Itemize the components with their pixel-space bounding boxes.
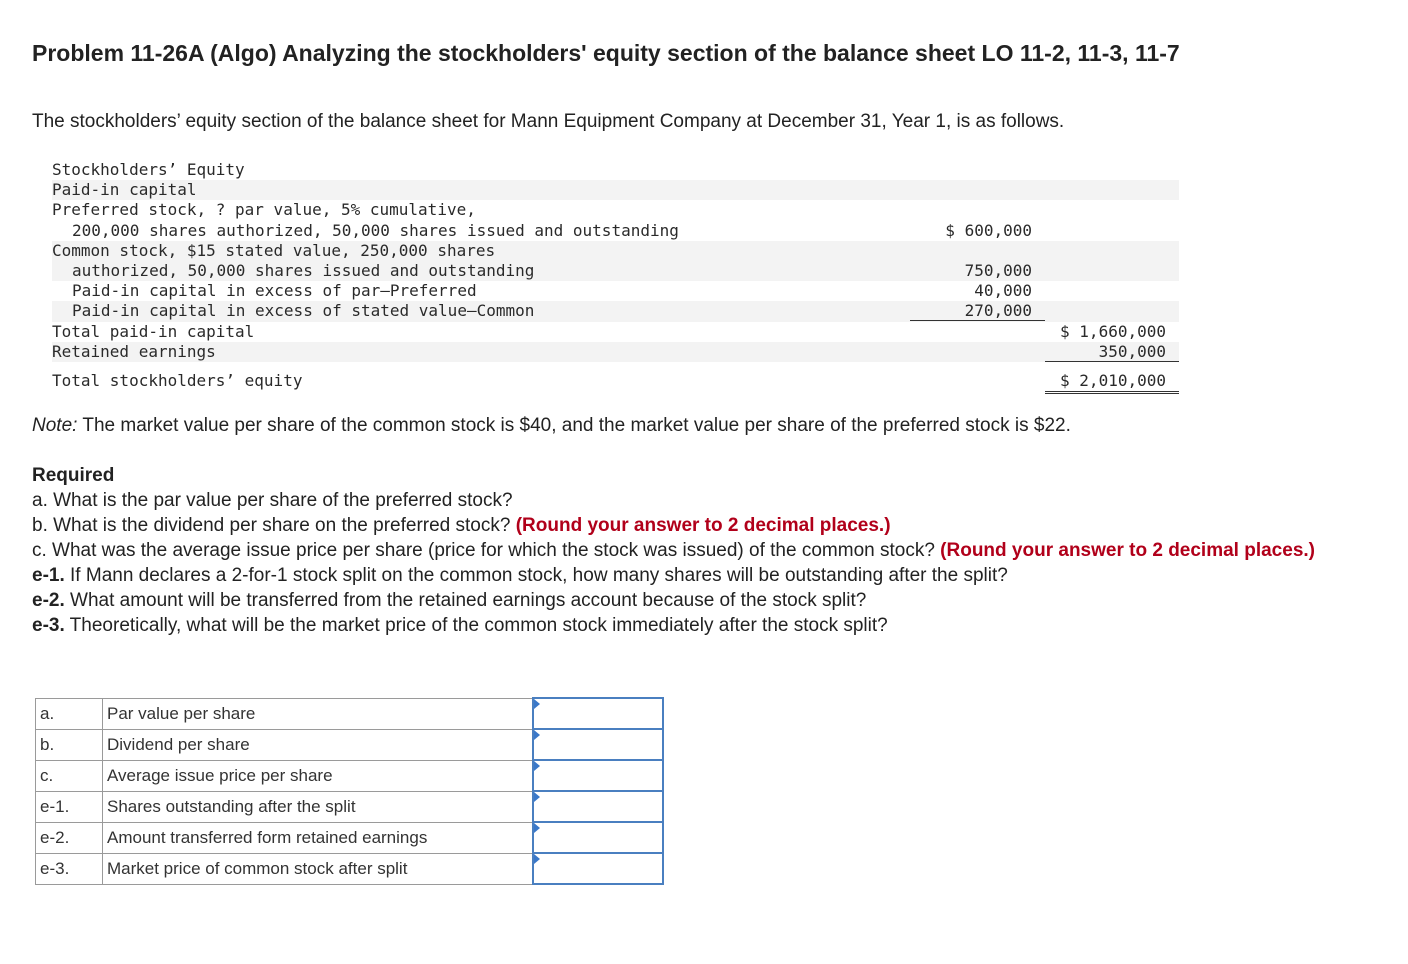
question-key: e-2.: [32, 590, 65, 611]
table-row: [36, 729, 664, 760]
note-text: The market value per share of the common stock is $40, and the market value per share of the preferred stock is $22.: [77, 415, 1071, 436]
required-heading: Required: [32, 465, 115, 486]
required-section: [32, 463, 1372, 638]
answer-cell: [533, 822, 663, 853]
answer-c-input[interactable]: [534, 761, 662, 790]
bs-row: [52, 281, 1179, 301]
answer-table: [35, 697, 664, 885]
double-underline: [1045, 391, 1179, 394]
question-e3-text: Theoretically, what will be the market price of the common stock immediately after the stock split?: [64, 615, 888, 636]
bs-row: [52, 180, 1179, 200]
answer-cell: [533, 791, 663, 822]
answer-cell: [533, 760, 663, 791]
answer-e1-input[interactable]: [534, 792, 662, 821]
bs-amount: $ 600,000: [945, 220, 1032, 240]
answer-description: Market price of common stock after split: [103, 853, 534, 884]
answer-a-input[interactable]: [534, 699, 662, 728]
input-marker-icon: [534, 854, 540, 864]
bs-row: [52, 362, 1179, 388]
bs-label: Total stockholders’ equity: [52, 370, 303, 390]
bs-amount: 40,000: [974, 281, 1032, 301]
bs-row: [52, 301, 1179, 321]
input-marker-icon: [534, 761, 540, 771]
question-e2: [32, 588, 1372, 613]
answer-key: a.: [36, 698, 103, 729]
table-row: [36, 853, 664, 884]
table-row: [36, 791, 664, 822]
bs-row: [52, 342, 1179, 362]
rounding-note: (Round your answer to 2 decimal places.): [515, 515, 891, 536]
question-c: [32, 538, 1372, 563]
input-marker-icon: [534, 823, 540, 833]
answer-key: c.: [36, 760, 103, 791]
question-e1-text: If Mann declares a 2-for-1 stock split on the common stock, how many shares will be outstanding after the split?: [64, 565, 1008, 586]
answer-e2-input[interactable]: [534, 823, 662, 852]
bs-label: Paid-in capital in excess of stated value—Common: [72, 301, 535, 321]
answer-description: Dividend per share: [103, 729, 534, 760]
question-b: [32, 513, 1372, 538]
rounding-note: (Round your answer to 2 decimal places.): [940, 540, 1315, 561]
question-key: e-3.: [32, 615, 65, 636]
bs-label: Paid-in capital in excess of par—Preferred: [72, 281, 477, 301]
bs-row: [52, 241, 1179, 261]
market-value-note: [32, 415, 1071, 437]
bs-label: Preferred stock, ? par value, 5% cumulative,: [52, 200, 476, 220]
bs-grand-total: $ 2,010,000: [1060, 370, 1166, 390]
answer-description: Shares outstanding after the split: [103, 791, 534, 822]
bs-row: [52, 322, 1179, 342]
question-key: e-1.: [32, 565, 65, 586]
table-row: [36, 822, 664, 853]
bs-total: $ 1,660,000: [1060, 321, 1166, 341]
bs-label: 200,000 shares authorized, 50,000 shares issued and outstanding: [72, 220, 679, 240]
note-prefix: Note:: [32, 415, 78, 436]
bs-row: [52, 221, 1179, 241]
answer-cell: [533, 729, 663, 760]
answer-key: b.: [36, 729, 103, 760]
answer-b-input[interactable]: [534, 730, 662, 759]
bs-label: Retained earnings: [52, 341, 216, 361]
bs-label: Total paid-in capital: [52, 321, 255, 341]
table-row: [36, 760, 664, 791]
table-row: [36, 698, 664, 729]
answer-key: e-1.: [36, 791, 103, 822]
bs-amount: 270,000: [964, 301, 1032, 321]
answer-description: Average issue price per share: [103, 760, 534, 791]
question-e3: [32, 613, 1372, 638]
answer-e3-input[interactable]: [534, 854, 662, 883]
problem-title: Problem 11-26A (Algo) Analyzing the stockholders' equity section of the balance sheet LO 11-2, 11-3, 11-7: [32, 40, 1180, 66]
input-marker-icon: [534, 792, 540, 802]
bs-label: Stockholders’ Equity: [52, 160, 245, 179]
bs-row: [52, 261, 1179, 281]
answer-key: e-2.: [36, 822, 103, 853]
question-b-text: b. What is the dividend per share on the preferred stock?: [32, 515, 516, 536]
answer-key: e-3.: [36, 853, 103, 884]
question-e2-text: What amount will be transferred from the retained earnings account because of the stock split?: [64, 590, 867, 611]
question-e1: [32, 563, 1372, 588]
bs-row: [52, 160, 1179, 180]
question-a: a. What is the par value per share of the preferred stock?: [32, 490, 513, 511]
bs-amount: 750,000: [964, 260, 1032, 280]
answer-description: Amount transferred form retained earnings: [103, 822, 534, 853]
bs-row: [52, 200, 1179, 220]
question-c-text: c. What was the average issue price per share (price for which the stock was issued) of the common stock?: [32, 540, 941, 561]
answer-cell: [533, 853, 663, 884]
bs-label: Paid-in capital: [52, 180, 197, 200]
intro-text: The stockholders’ equity section of the balance sheet for Mann Equipment Company at December 31, Year 1, is as follows.: [32, 111, 1065, 132]
balance-sheet: [52, 160, 1179, 388]
bs-label: Common stock, $15 stated value, 250,000 shares: [52, 240, 496, 260]
bs-label: authorized, 50,000 shares issued and outstanding: [72, 260, 535, 280]
answer-cell: [533, 698, 663, 729]
input-marker-icon: [534, 730, 540, 740]
input-marker-icon: [534, 699, 540, 709]
bs-total: 350,000: [1098, 341, 1166, 361]
answer-description: Par value per share: [103, 698, 534, 729]
